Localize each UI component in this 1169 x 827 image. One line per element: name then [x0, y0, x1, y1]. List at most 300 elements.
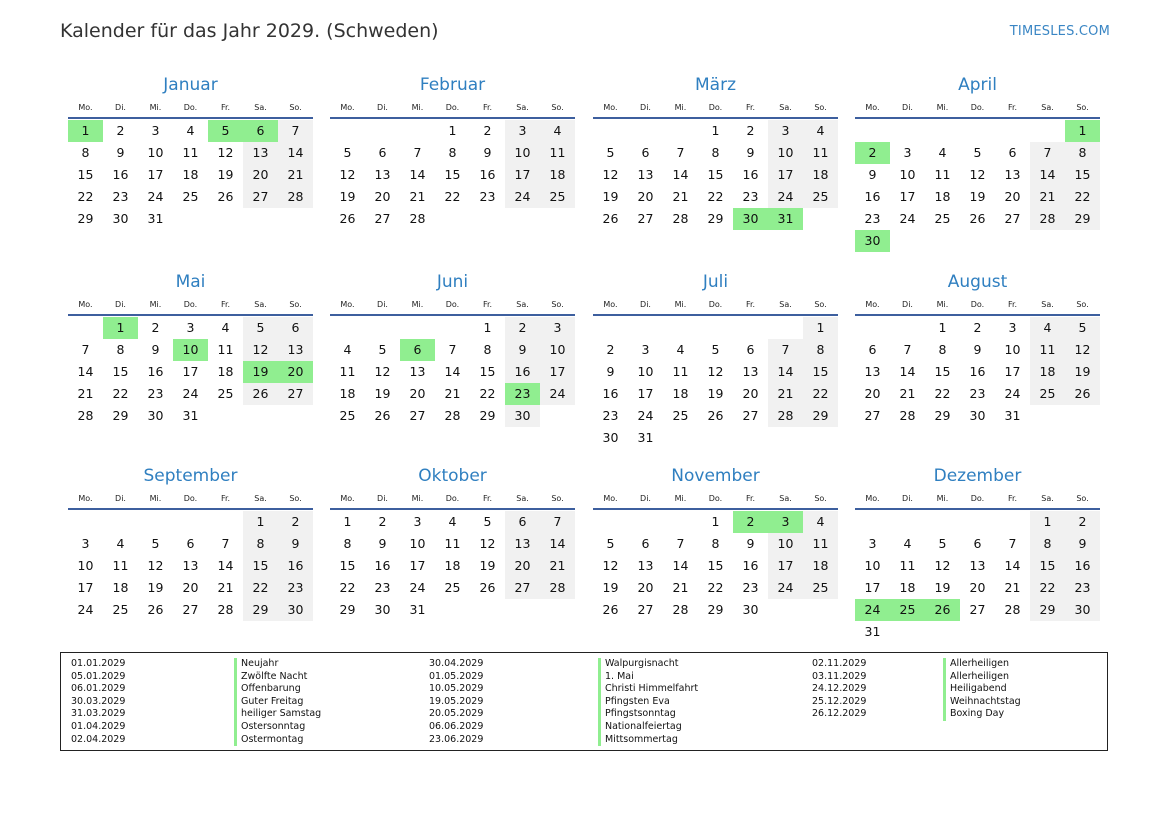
- weekday-label: Fr.: [220, 102, 231, 112]
- day-cell: 26: [217, 189, 234, 204]
- day-cell: 15: [77, 167, 94, 182]
- month-name: Oktober: [418, 466, 487, 486]
- weekday-label: Di.: [902, 299, 913, 309]
- holiday-date: 03.11.2029: [812, 670, 867, 682]
- empty-cell: [365, 120, 400, 142]
- day-cell: 22: [934, 386, 951, 401]
- day-cell: 28: [217, 602, 234, 617]
- day-cell: 18: [182, 167, 199, 182]
- month-name: Januar: [163, 75, 218, 95]
- empty-cell: [995, 120, 1030, 142]
- weekday-label: Do.: [708, 299, 723, 309]
- weekday-label: So.: [814, 493, 827, 503]
- day-cell: 27: [637, 211, 654, 226]
- weekday-label: Sa.: [254, 102, 267, 112]
- holiday-date: 31.03.2029: [71, 708, 126, 720]
- day-cell: 13: [637, 558, 654, 573]
- weekday-label: Fr.: [220, 493, 231, 503]
- empty-cell: [68, 511, 103, 533]
- holiday-name: Walpurgisnacht: [598, 658, 698, 671]
- day-cell: 21: [409, 189, 426, 204]
- holiday-day-cell: 24: [855, 599, 890, 621]
- day-cell: 13: [409, 364, 426, 379]
- day-cell: 19: [707, 386, 724, 401]
- day-cell: 28: [278, 186, 313, 208]
- day-cell: 3: [81, 536, 90, 551]
- holiday-day-cell: 26: [925, 599, 960, 621]
- day-cell: 4: [540, 120, 575, 142]
- day-cell: 9: [868, 167, 877, 182]
- empty-cell: [365, 317, 400, 339]
- day-cell: 16: [742, 558, 759, 573]
- empty-cell: [733, 317, 768, 339]
- holiday-date: 30.04.2029: [429, 658, 484, 669]
- month-name: Februar: [419, 75, 486, 95]
- day-cell: 24: [1004, 386, 1021, 401]
- day-cell: 23: [742, 189, 759, 204]
- empty-cell: [663, 511, 698, 533]
- day-cell: 31: [637, 430, 654, 445]
- day-cell: 11: [217, 342, 234, 357]
- day-cell: 5: [1065, 317, 1100, 339]
- day-cell: 28: [899, 408, 916, 423]
- holiday-date: 25.12.2029: [812, 695, 867, 707]
- holiday-date: 23.06.2029: [429, 733, 484, 745]
- day-cell: 13: [374, 167, 391, 182]
- empty-cell: [103, 511, 138, 533]
- holiday-date-column: [71, 658, 125, 746]
- day-cell: 5: [938, 536, 947, 551]
- weekday-label: Mo.: [865, 102, 880, 112]
- day-grid: [68, 511, 313, 621]
- holiday-name: 1. Mai: [598, 671, 698, 684]
- day-cell: 21: [672, 580, 689, 595]
- month-block: [593, 271, 838, 449]
- month-block: [855, 74, 1100, 252]
- day-cell: 12: [1065, 339, 1100, 361]
- day-grid: [855, 511, 1100, 643]
- holiday-name: Heiligabend: [943, 683, 1021, 696]
- weekday-label: Mi.: [674, 299, 687, 309]
- day-cell: 19: [479, 558, 496, 573]
- day-cell: 8: [711, 536, 720, 551]
- empty-cell: [400, 120, 435, 142]
- weekday-label: Do.: [183, 299, 198, 309]
- holiday-name: Guter Freitag: [234, 696, 321, 709]
- day-cell: 11: [934, 167, 951, 182]
- day-cell: 19: [1065, 361, 1100, 383]
- day-cell: 8: [938, 342, 947, 357]
- empty-cell: [890, 120, 925, 142]
- day-cell: 14: [1030, 164, 1065, 186]
- day-cell: 9: [483, 145, 492, 160]
- day-cell: 25: [444, 580, 461, 595]
- day-cell: 29: [707, 602, 724, 617]
- holiday-date: 06.01.2029: [71, 683, 126, 695]
- day-cell: 24: [768, 577, 803, 599]
- day-cell: 4: [803, 120, 838, 142]
- brand-link[interactable]: TIMESLES.COM: [1009, 24, 1110, 39]
- day-cell: 4: [938, 145, 947, 160]
- day-cell: 30: [1065, 599, 1100, 621]
- empty-cell: [855, 511, 890, 533]
- day-cell: 2: [378, 514, 387, 529]
- day-cell: 29: [1030, 599, 1065, 621]
- day-cell: 29: [339, 602, 356, 617]
- weekday-label: Di.: [640, 299, 651, 309]
- day-cell: 24: [768, 186, 803, 208]
- holiday-name: Mittsommertag: [598, 734, 698, 747]
- day-cell: 31: [409, 602, 426, 617]
- day-cell: 19: [147, 580, 164, 595]
- day-cell: 2: [973, 320, 982, 335]
- day-cell: 16: [505, 361, 540, 383]
- day-cell: 29: [112, 408, 129, 423]
- day-cell: 29: [479, 408, 496, 423]
- day-cell: 27: [243, 186, 278, 208]
- day-cell: 11: [672, 364, 689, 379]
- empty-cell: [768, 317, 803, 339]
- day-cell: 23: [969, 386, 986, 401]
- day-cell: 15: [479, 364, 496, 379]
- empty-cell: [663, 317, 698, 339]
- day-cell: 10: [540, 339, 575, 361]
- weekday-label: Mo.: [340, 493, 355, 503]
- day-cell: 26: [374, 408, 391, 423]
- day-cell: 17: [409, 558, 426, 573]
- weekday-label: Sa.: [516, 299, 529, 309]
- day-cell: 17: [505, 164, 540, 186]
- empty-cell: [890, 511, 925, 533]
- day-cell: 6: [1008, 145, 1017, 160]
- day-cell: 26: [1065, 383, 1100, 405]
- day-cell: 29: [77, 211, 94, 226]
- holiday-day-cell: 5: [208, 120, 243, 142]
- weekday-label: Sa.: [779, 102, 792, 112]
- holiday-name: Boxing Day: [943, 708, 1021, 721]
- day-cell: 29: [934, 408, 951, 423]
- day-cell: 11: [112, 558, 129, 573]
- day-cell: 9: [378, 536, 387, 551]
- day-cell: 2: [483, 123, 492, 138]
- day-cell: 14: [409, 167, 426, 182]
- day-cell: 10: [637, 364, 654, 379]
- day-cell: 12: [602, 558, 619, 573]
- weekday-label: Di.: [377, 493, 388, 503]
- day-cell: 7: [768, 339, 803, 361]
- month-block: [68, 465, 313, 621]
- day-cell: 27: [864, 408, 881, 423]
- day-cell: 3: [641, 342, 650, 357]
- day-cell: 20: [1004, 189, 1021, 204]
- day-cell: 21: [278, 164, 313, 186]
- day-cell: 10: [147, 145, 164, 160]
- day-cell: 30: [112, 211, 129, 226]
- holiday-name-column: [943, 658, 1021, 721]
- day-cell: 9: [278, 533, 313, 555]
- weekday-label: Do.: [183, 102, 198, 112]
- day-cell: 25: [540, 186, 575, 208]
- holiday-list: [60, 652, 1108, 751]
- weekday-header: [330, 488, 575, 510]
- day-cell: 21: [540, 555, 575, 577]
- day-cell: 23: [147, 386, 164, 401]
- day-cell: 16: [602, 386, 619, 401]
- day-cell: 22: [1065, 186, 1100, 208]
- weekday-label: Mo.: [78, 102, 93, 112]
- day-cell: 3: [540, 317, 575, 339]
- day-cell: 25: [934, 211, 951, 226]
- day-cell: 13: [505, 533, 540, 555]
- empty-cell: [400, 317, 435, 339]
- day-cell: 11: [803, 142, 838, 164]
- day-cell: 15: [707, 167, 724, 182]
- day-cell: 23: [742, 580, 759, 595]
- day-cell: 26: [479, 580, 496, 595]
- weekday-label: Di.: [115, 299, 126, 309]
- day-cell: 11: [444, 536, 461, 551]
- weekday-label: Di.: [902, 493, 913, 503]
- day-cell: 27: [505, 577, 540, 599]
- day-cell: 28: [444, 408, 461, 423]
- weekday-label: Mo.: [78, 299, 93, 309]
- day-cell: 26: [969, 211, 986, 226]
- day-cell: 9: [746, 145, 755, 160]
- day-cell: 22: [243, 577, 278, 599]
- day-cell: 16: [1065, 555, 1100, 577]
- day-cell: 19: [339, 189, 356, 204]
- day-cell: 22: [707, 189, 724, 204]
- day-cell: 10: [768, 533, 803, 555]
- empty-cell: [68, 317, 103, 339]
- weekday-label: Mi.: [149, 493, 162, 503]
- day-cell: 25: [339, 408, 356, 423]
- day-cell: 2: [746, 123, 755, 138]
- day-cell: 10: [77, 558, 94, 573]
- weekday-label: So.: [551, 102, 564, 112]
- day-cell: 31: [1004, 408, 1021, 423]
- weekday-label: Di.: [377, 299, 388, 309]
- weekday-label: Do.: [708, 493, 723, 503]
- day-cell: 18: [217, 364, 234, 379]
- day-cell: 21: [1030, 186, 1065, 208]
- day-cell: 13: [864, 364, 881, 379]
- weekday-label: So.: [1076, 493, 1089, 503]
- empty-cell: [925, 120, 960, 142]
- day-cell: 1: [243, 511, 278, 533]
- day-cell: 17: [864, 580, 881, 595]
- day-cell: 25: [803, 577, 838, 599]
- month-name: Dezember: [933, 466, 1022, 486]
- day-grid: [330, 120, 575, 230]
- day-cell: 15: [444, 167, 461, 182]
- day-cell: 30: [742, 602, 759, 617]
- day-cell: 28: [77, 408, 94, 423]
- day-cell: 20: [637, 189, 654, 204]
- day-cell: 1: [448, 123, 457, 138]
- day-cell: 17: [147, 167, 164, 182]
- day-cell: 1: [803, 317, 838, 339]
- day-grid: [593, 317, 838, 449]
- day-cell: 2: [505, 317, 540, 339]
- day-cell: 3: [868, 536, 877, 551]
- empty-cell: [330, 317, 365, 339]
- day-cell: 22: [77, 189, 94, 204]
- day-cell: 3: [413, 514, 422, 529]
- day-cell: 11: [1030, 339, 1065, 361]
- day-cell: 6: [278, 317, 313, 339]
- holiday-name: Allerheiligen: [943, 658, 1021, 671]
- day-cell: 16: [374, 558, 391, 573]
- day-cell: 6: [378, 145, 387, 160]
- weekday-label: Mi.: [149, 299, 162, 309]
- holiday-name: heiliger Samstag: [234, 708, 321, 721]
- weekday-label: So.: [814, 102, 827, 112]
- day-cell: 7: [676, 145, 685, 160]
- weekday-label: Fr.: [1007, 299, 1018, 309]
- day-cell: 21: [1004, 580, 1021, 595]
- day-cell: 31: [147, 211, 164, 226]
- day-cell: 13: [1004, 167, 1021, 182]
- day-cell: 22: [803, 383, 838, 405]
- day-cell: 12: [147, 558, 164, 573]
- day-cell: 3: [1008, 320, 1017, 335]
- weekday-header: [330, 294, 575, 316]
- day-grid: [593, 120, 838, 230]
- day-cell: 16: [864, 189, 881, 204]
- weekday-label: Do.: [445, 493, 460, 503]
- day-cell: 21: [77, 386, 94, 401]
- day-cell: 24: [182, 386, 199, 401]
- weekday-label: Mi.: [936, 493, 949, 503]
- empty-cell: [628, 120, 663, 142]
- day-cell: 3: [186, 320, 195, 335]
- day-cell: 23: [602, 408, 619, 423]
- day-cell: 30: [374, 602, 391, 617]
- day-cell: 6: [746, 342, 755, 357]
- holiday-date: 02.04.2029: [71, 733, 126, 745]
- day-cell: 6: [641, 145, 650, 160]
- day-cell: 7: [448, 342, 457, 357]
- day-cell: 10: [409, 536, 426, 551]
- holiday-day-cell: 1: [103, 317, 138, 339]
- day-cell: 22: [1030, 577, 1065, 599]
- day-cell: 27: [969, 602, 986, 617]
- day-cell: 8: [81, 145, 90, 160]
- holiday-day-cell: 20: [278, 361, 313, 383]
- day-cell: 30: [602, 430, 619, 445]
- weekday-header: [855, 488, 1100, 510]
- empty-cell: [593, 120, 628, 142]
- empty-cell: [330, 120, 365, 142]
- day-cell: 31: [182, 408, 199, 423]
- day-cell: 18: [1030, 361, 1065, 383]
- day-cell: 7: [278, 120, 313, 142]
- day-cell: 17: [77, 580, 94, 595]
- weekday-label: Mo.: [603, 102, 618, 112]
- month-name: April: [958, 75, 997, 95]
- day-cell: 9: [746, 536, 755, 551]
- weekday-label: Mo.: [78, 493, 93, 503]
- month-name: September: [143, 466, 238, 486]
- day-cell: 20: [505, 555, 540, 577]
- weekday-label: Mi.: [936, 102, 949, 112]
- day-cell: 7: [81, 342, 90, 357]
- day-cell: 12: [339, 167, 356, 182]
- weekday-header: [68, 294, 313, 316]
- day-cell: 13: [969, 558, 986, 573]
- holiday-name: Pfingstsonntag: [598, 708, 698, 721]
- day-cell: 8: [711, 145, 720, 160]
- day-cell: 21: [899, 386, 916, 401]
- day-cell: 6: [505, 511, 540, 533]
- day-cell: 16: [147, 364, 164, 379]
- month-block: [593, 465, 838, 621]
- weekday-label: Sa.: [254, 493, 267, 503]
- day-cell: 7: [540, 511, 575, 533]
- holiday-name: Nationalfeiertag: [598, 721, 698, 734]
- weekday-header: [593, 97, 838, 119]
- holiday-date: 05.01.2029: [71, 670, 126, 682]
- day-cell: 5: [711, 342, 720, 357]
- day-cell: 16: [112, 167, 129, 182]
- day-cell: 10: [899, 167, 916, 182]
- month-block: [593, 74, 838, 230]
- day-cell: 18: [934, 189, 951, 204]
- day-cell: 12: [479, 536, 496, 551]
- weekday-header: [593, 294, 838, 316]
- day-cell: 3: [151, 123, 160, 138]
- weekday-label: So.: [289, 493, 302, 503]
- weekday-label: Fr.: [745, 493, 756, 503]
- day-cell: 28: [540, 577, 575, 599]
- weekday-label: So.: [814, 299, 827, 309]
- month-block: [330, 465, 575, 621]
- holiday-name: Christi Himmelfahrt: [598, 683, 698, 696]
- month-name: Juni: [436, 272, 469, 292]
- day-cell: 18: [540, 164, 575, 186]
- day-cell: 8: [343, 536, 352, 551]
- month-block: [68, 271, 313, 427]
- empty-cell: [925, 511, 960, 533]
- day-cell: 4: [803, 511, 838, 533]
- weekday-label: So.: [551, 493, 564, 503]
- holiday-day-cell: 1: [68, 120, 103, 142]
- day-cell: 20: [864, 386, 881, 401]
- day-cell: 15: [934, 364, 951, 379]
- day-cell: 20: [637, 580, 654, 595]
- holiday-date: 01.04.2029: [71, 720, 126, 732]
- day-cell: 27: [1004, 211, 1021, 226]
- day-cell: 25: [803, 186, 838, 208]
- day-cell: 2: [606, 342, 615, 357]
- weekday-label: Fr.: [745, 102, 756, 112]
- day-cell: 7: [676, 536, 685, 551]
- day-cell: 24: [77, 602, 94, 617]
- holiday-date: 01.05.2029: [429, 670, 484, 682]
- weekday-label: Mo.: [865, 299, 880, 309]
- weekday-header: [855, 294, 1100, 316]
- day-cell: 2: [278, 511, 313, 533]
- day-cell: 17: [768, 164, 803, 186]
- day-cell: 18: [672, 386, 689, 401]
- holiday-date: 19.05.2029: [429, 695, 484, 707]
- day-cell: 22: [479, 386, 496, 401]
- holiday-day-cell: 30: [733, 208, 768, 230]
- day-cell: 21: [768, 383, 803, 405]
- day-cell: 16: [742, 167, 759, 182]
- holiday-day-cell: 31: [768, 208, 803, 230]
